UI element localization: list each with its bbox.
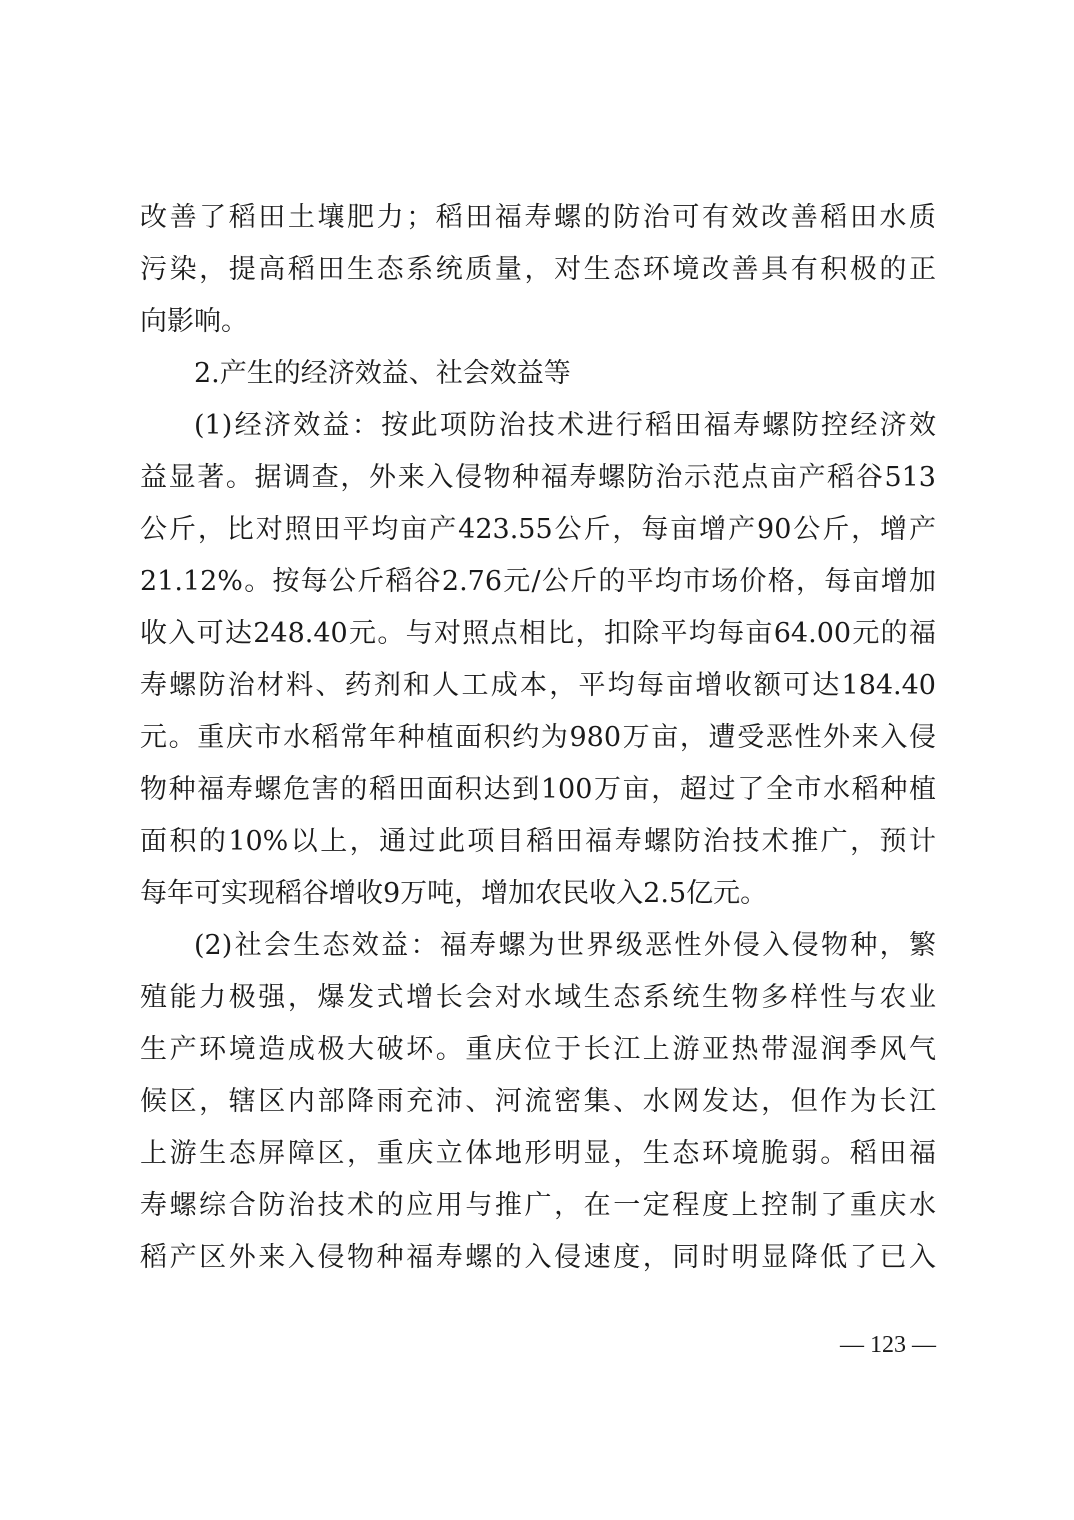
text-line: 元。重庆市水稻常年种植面积约为980万亩，遭受恶性外来入侵	[140, 722, 936, 753]
text-line: 物种福寿螺危害的稻田面积达到100万亩，超过了全市水稻种植	[140, 774, 936, 805]
text-line: 候区，辖区内部降雨充沛、河流密集、水网发达，但作为长江	[140, 1086, 936, 1117]
text-line: 面积的10%以上，通过此项目稻田福寿螺防治技术推广，预计	[140, 826, 936, 857]
text-line: 殖能力极强，爆发式增长会对水域生态系统生物多样性与农业	[140, 982, 936, 1013]
page-number: — 123 —	[840, 1332, 936, 1358]
paragraph-first-line: (2)社会生态效益：福寿螺为世界级恶性外侵入侵物种，繁	[194, 930, 936, 961]
text-line: 上游生态屏障区，重庆立体地形明显，生态环境脆弱。稻田福	[140, 1138, 936, 1169]
text-line: 21.12%。按每公斤稻谷2.76元/公斤的平均市场价格，每亩增加	[140, 566, 936, 597]
text-line: 益显著。据调查，外来入侵物种福寿螺防治示范点亩产稻谷513	[140, 462, 936, 493]
text-line: 公斤，比对照田平均亩产423.55公斤，每亩增产90公斤，增产	[140, 514, 936, 545]
paragraph-first-line: (1)经济效益：按此项防治技术进行稻田福寿螺防控经济效	[194, 410, 936, 441]
text-line: 收入可达248.40元。与对照点相比，扣除平均每亩64.00元的福	[140, 618, 936, 649]
text-line: 污染，提高稻田生态系统质量，对生态环境改善具有积极的正	[140, 254, 936, 285]
document-body	[140, 192, 936, 1284]
text-line: 改善了稻田土壤肥力；稻田福寿螺的防治可有效改善稻田水质	[140, 202, 936, 233]
text-line: 稻产区外来入侵物种福寿螺的入侵速度，同时明显降低了已入	[140, 1242, 936, 1273]
text-line: 每年可实现稻谷增收9万吨，增加农民收入2.5亿元。	[140, 878, 768, 909]
text-line: 向影响。	[140, 306, 248, 337]
text-line: 寿螺综合防治技术的应用与推广，在一定程度上控制了重庆水	[140, 1190, 936, 1221]
text-line: 寿螺防治材料、药剂和人工成本，平均每亩增收额可达184.40	[140, 670, 936, 701]
text-line: 生产环境造成极大破坏。重庆位于长江上游亚热带湿润季风气	[140, 1034, 936, 1065]
section-heading: 2.产生的经济效益、社会效益等	[194, 358, 571, 389]
